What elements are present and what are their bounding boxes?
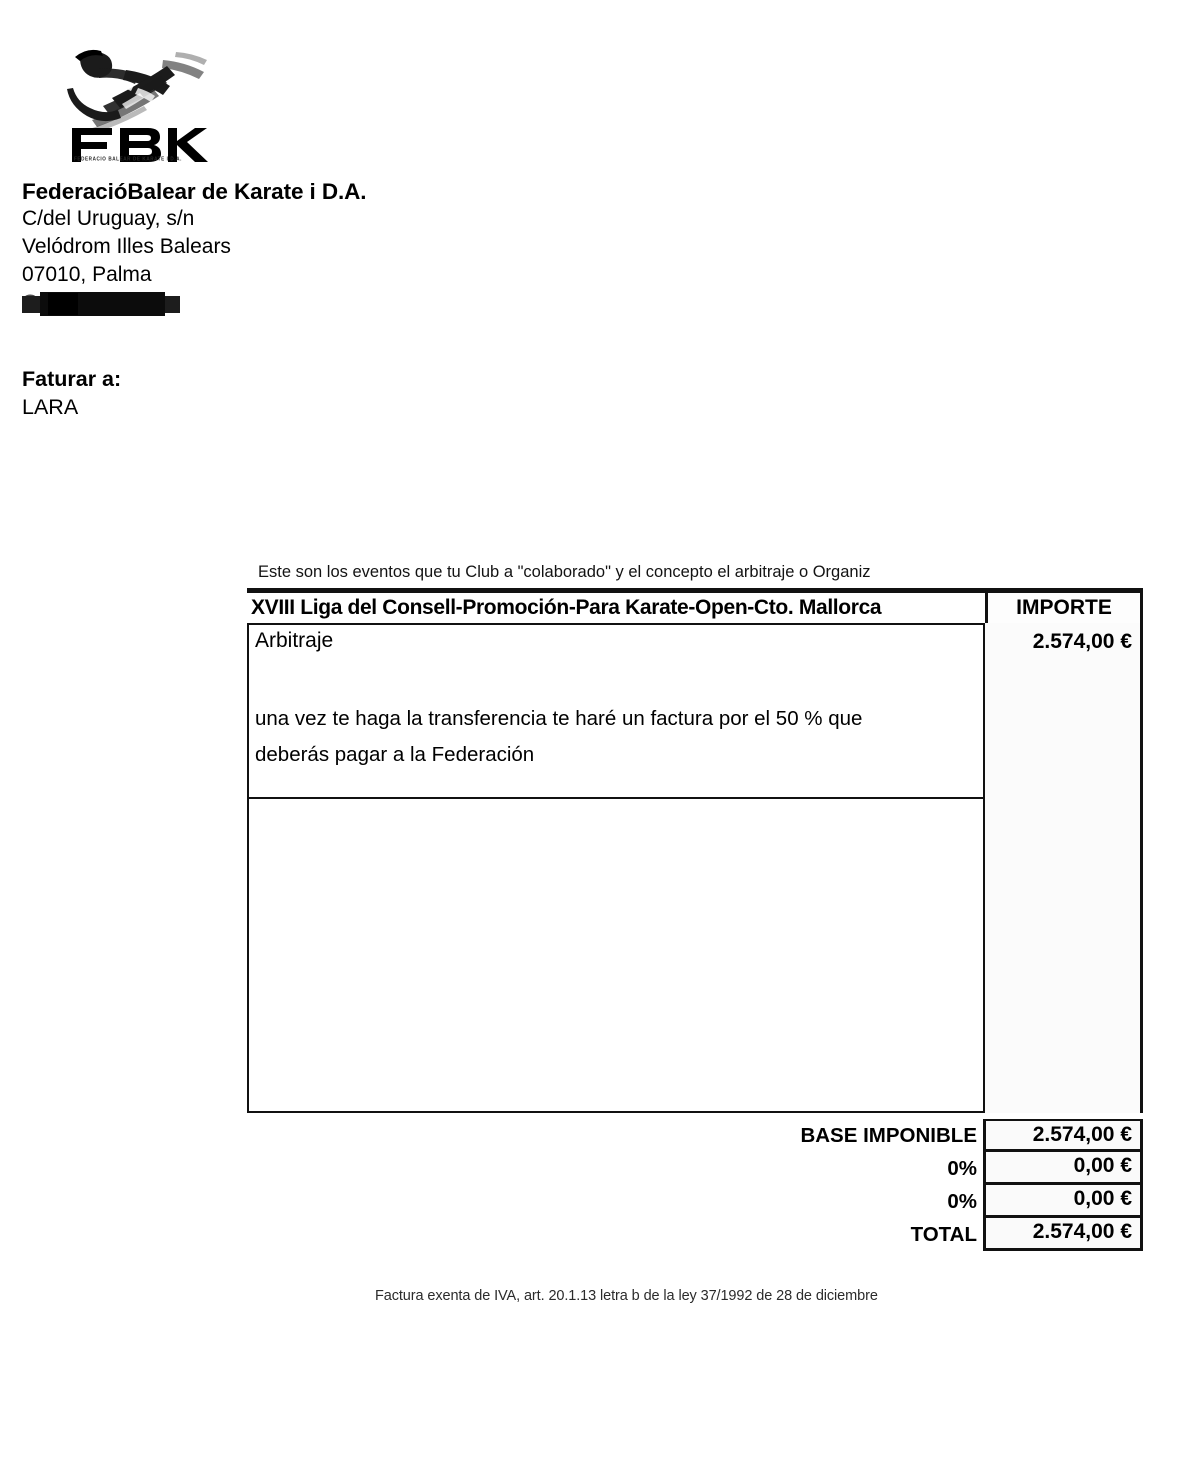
totals-row-total bbox=[247, 1218, 1143, 1251]
organization-name: FederacióBalear de Karate i D.A. bbox=[22, 179, 367, 204]
totals-label: 0% bbox=[947, 1190, 977, 1213]
totals-block bbox=[247, 1119, 1143, 1251]
letterhead bbox=[22, 46, 542, 420]
annotation-text: Este son los eventos que tu Club a "colaborado" y el concepto el arbitraje o Organiz bbox=[258, 563, 871, 581]
totals-label: 0% bbox=[947, 1157, 977, 1180]
column-header-amount: IMPORTE bbox=[985, 593, 1143, 623]
federation-logo bbox=[66, 46, 216, 166]
address-line-1: C/del Uruguay, s/n bbox=[22, 207, 195, 231]
note-line-1: una vez te haga la transferencia te haré un factura por el 50 % que bbox=[255, 707, 863, 731]
note-line-2: deberás pagar a la Federación bbox=[255, 743, 535, 767]
totals-row-base bbox=[247, 1119, 1143, 1152]
redaction-bar bbox=[48, 293, 78, 315]
totals-row-tax-2 bbox=[247, 1185, 1143, 1218]
redacted-tax-id bbox=[22, 292, 184, 317]
address-line-3: 07010, Palma bbox=[22, 263, 152, 287]
totals-value: 2.574,00 € bbox=[983, 1218, 1143, 1251]
totals-value: 0,00 € bbox=[983, 1152, 1143, 1185]
totals-value: 0,00 € bbox=[983, 1185, 1143, 1218]
note-divider bbox=[247, 797, 985, 799]
totals-label: TOTAL bbox=[910, 1223, 977, 1246]
address-line-2: Velódrom Illes Balears bbox=[22, 235, 231, 259]
legal-note: Factura exenta de IVA, art. 20.1.13 letra b de la ley 37/1992 de 28 de diciembre bbox=[375, 1288, 878, 1304]
totals-label: BASE IMPONIBLE bbox=[800, 1124, 977, 1147]
totals-value: 2.574,00 € bbox=[983, 1119, 1143, 1152]
description-cell bbox=[247, 623, 985, 1113]
column-header-description: XVIII Liga del Consell-Promoción-Para Karate-Open-Cto. Mallorca bbox=[251, 596, 882, 619]
table-header-row bbox=[247, 593, 1143, 623]
amount-cell bbox=[985, 623, 1143, 1113]
logo-microtext: FEDERACIO BALEAR DE KARATE I D.A. bbox=[74, 155, 183, 162]
line-item-description: Arbitraje bbox=[255, 629, 334, 652]
table-body-row bbox=[247, 623, 1143, 1113]
line-item-amount: 2.574,00 € bbox=[1032, 630, 1132, 653]
invoice-table bbox=[247, 588, 1143, 1113]
bill-to-value: LARA bbox=[22, 395, 79, 420]
totals-row-tax-1 bbox=[247, 1152, 1143, 1185]
bill-to-label: Faturar a: bbox=[22, 367, 122, 392]
